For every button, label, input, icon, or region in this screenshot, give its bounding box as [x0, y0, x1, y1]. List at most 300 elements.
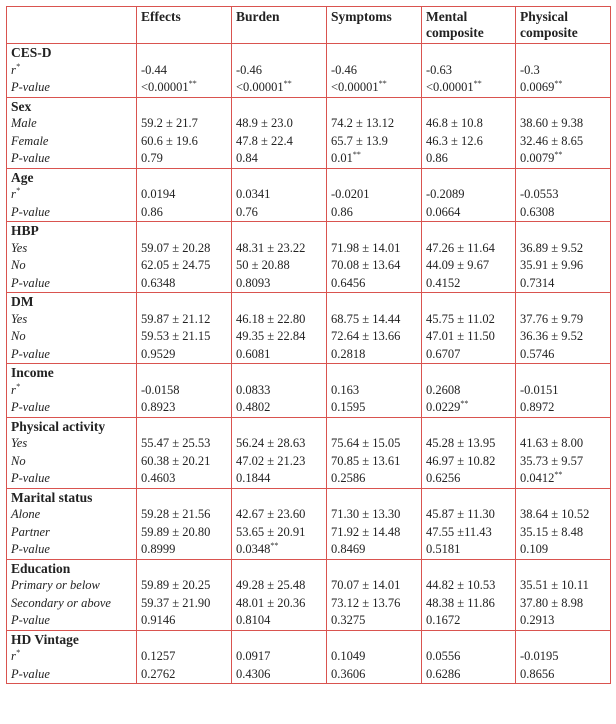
- value-cell: [232, 97, 327, 168]
- cell-value: 0.9146: [141, 613, 176, 627]
- cell-value: 59.53 ± 21.15: [141, 329, 211, 343]
- cell-value: 36.36 ± 9.52: [520, 329, 584, 343]
- cell-value: 0.6256: [426, 471, 461, 485]
- cell-value: 0.01**: [331, 149, 361, 165]
- significance-marker: *: [15, 61, 20, 71]
- row-label: Yes: [11, 436, 28, 450]
- cell-value: 0.0412**: [520, 469, 563, 485]
- cell-value: 0.6707: [426, 346, 461, 361]
- value-cell: [232, 222, 327, 293]
- cell-value: 35.73 ± 9.57: [520, 453, 584, 468]
- cell-value: <0.00001**: [426, 78, 482, 94]
- spacer: [331, 44, 417, 62]
- cell-value: 0.0079**: [520, 149, 563, 165]
- spacer: [520, 560, 606, 578]
- cell-value: 0.163: [331, 382, 360, 397]
- row-label: P-value: [11, 204, 50, 219]
- significance-marker: **: [352, 149, 361, 159]
- row-label: P-value: [11, 666, 50, 681]
- cell-value: 37.76 ± 9.79: [520, 311, 584, 326]
- cell-value: 53.65 ± 20.91: [236, 524, 306, 539]
- cell-value: 49.35 ± 22.84: [236, 329, 306, 343]
- value-cell: [232, 293, 327, 364]
- cell-value: 59.37 ± 21.90: [141, 595, 211, 610]
- header-mental-composite: Mental composite: [422, 7, 516, 44]
- spacer: [236, 418, 322, 436]
- spacer: [426, 631, 511, 649]
- table-row: [7, 488, 611, 559]
- header-symptoms: Symptoms: [327, 7, 422, 44]
- significance-marker: **: [473, 78, 482, 88]
- cell-value: 0.2586: [331, 471, 366, 485]
- row-label: Primary or below: [11, 578, 100, 592]
- spacer: [426, 98, 511, 116]
- group-label-cell: [7, 417, 137, 488]
- cell-value: -0.0151: [520, 382, 559, 397]
- value-cell: [137, 488, 232, 559]
- group-title: Age: [11, 169, 34, 185]
- value-cell: [232, 44, 327, 98]
- table-row: [7, 364, 611, 418]
- cell-value: 0.6348: [141, 275, 176, 290]
- row-label: P-value: [11, 471, 50, 485]
- table-row: [7, 559, 611, 630]
- table-body: [7, 44, 611, 684]
- cell-value: 47.8 ± 22.4: [236, 133, 293, 148]
- value-cell: [137, 222, 232, 293]
- row-label: Yes: [11, 311, 28, 326]
- cell-value: 48.01 ± 20.36: [236, 595, 306, 610]
- cell-value: 0.0341: [236, 187, 271, 201]
- cell-value: 45.28 ± 13.95: [426, 436, 496, 450]
- value-cell: [327, 293, 422, 364]
- cell-value: 72.64 ± 13.66: [331, 329, 401, 343]
- value-cell: [232, 559, 327, 630]
- cell-value: 59.07 ± 20.28: [141, 240, 211, 255]
- value-cell: [232, 417, 327, 488]
- value-cell: [327, 222, 422, 293]
- cell-value: 0.86: [426, 151, 448, 165]
- cell-value: 0.4306: [236, 666, 271, 681]
- cell-value: 47.55 ±11.43: [426, 524, 492, 539]
- cell-value: 0.6456: [331, 275, 366, 290]
- row-label: P-value: [11, 80, 50, 94]
- group-label-cell: [7, 630, 137, 684]
- value-cell: [422, 97, 516, 168]
- cell-value: 0.6308: [520, 204, 555, 219]
- value-cell: [327, 97, 422, 168]
- cell-value: 0.8469: [331, 542, 366, 556]
- value-cell: [327, 417, 422, 488]
- cell-value: 73.12 ± 13.76: [331, 595, 401, 610]
- cell-value: 0.0556: [426, 649, 461, 663]
- spacer: [141, 293, 227, 311]
- cell-value: 0.6286: [426, 666, 461, 681]
- row-label: P-value: [11, 613, 50, 627]
- value-cell: [327, 559, 422, 630]
- cell-value: 60.38 ± 20.21: [141, 453, 211, 468]
- cell-value: 45.75 ± 11.02: [426, 311, 495, 326]
- cell-value: -0.63: [426, 62, 453, 77]
- value-cell: [422, 364, 516, 418]
- spacer: [236, 631, 322, 649]
- value-cell: [137, 293, 232, 364]
- spacer: [331, 631, 417, 649]
- group-label-cell: [7, 364, 137, 418]
- cell-value: 0.0917: [236, 649, 271, 663]
- cell-value: 0.2762: [141, 666, 176, 681]
- cell-value: 59.28 ± 21.56: [141, 507, 211, 521]
- value-cell: [516, 417, 611, 488]
- value-cell: [516, 293, 611, 364]
- value-cell: [516, 97, 611, 168]
- cell-value: 0.86: [331, 204, 353, 219]
- spacer: [236, 364, 322, 382]
- value-cell: [516, 559, 611, 630]
- spacer: [141, 631, 227, 649]
- cell-value: 36.89 ± 9.52: [520, 240, 584, 255]
- cell-value: 56.24 ± 28.63: [236, 436, 306, 450]
- spacer: [331, 222, 417, 240]
- cell-value: <0.00001**: [331, 78, 387, 94]
- row-label: Female: [11, 133, 49, 148]
- group-label-cell: [7, 222, 137, 293]
- cell-value: 37.80 ± 8.98: [520, 595, 584, 610]
- cell-value: -0.0158: [141, 382, 180, 397]
- table-row: [7, 630, 611, 684]
- row-label: r*: [11, 185, 20, 201]
- cell-value: 42.67 ± 23.60: [236, 507, 306, 521]
- value-cell: [137, 559, 232, 630]
- value-cell: [327, 364, 422, 418]
- value-cell: [516, 222, 611, 293]
- row-label: Male: [11, 116, 37, 130]
- row-label: Secondary or above: [11, 595, 111, 610]
- cell-value: 70.07 ± 14.01: [331, 578, 401, 592]
- group-title: Income: [11, 365, 54, 380]
- cell-value: 0.5746: [520, 346, 555, 361]
- cell-value: 47.01 ± 11.50: [426, 329, 495, 343]
- cell-value: 70.85 ± 13.61: [331, 453, 401, 468]
- spacer: [331, 489, 417, 507]
- spacer: [236, 222, 322, 240]
- row-label: Yes: [11, 240, 28, 255]
- significance-marker: **: [188, 78, 197, 88]
- cell-value: 0.2608: [426, 382, 461, 397]
- group-title: HBP: [11, 223, 39, 238]
- spacer: [141, 169, 227, 187]
- group-title: CES-D: [11, 45, 52, 60]
- cell-value: 0.6081: [236, 346, 271, 361]
- cell-value: 38.64 ± 10.52: [520, 507, 590, 521]
- table-row: [7, 97, 611, 168]
- cell-value: -0.44: [141, 62, 168, 77]
- cell-value: 0.0833: [236, 382, 271, 397]
- cell-value: 0.0194: [141, 187, 176, 201]
- group-title: Sex: [11, 98, 32, 114]
- cell-value: 49.28 ± 25.48: [236, 578, 306, 592]
- spacer: [141, 222, 227, 240]
- cell-value: 44.09 ± 9.67: [426, 258, 490, 272]
- value-cell: [327, 44, 422, 98]
- spacer: [520, 631, 606, 649]
- cell-value: 75.64 ± 15.05: [331, 436, 401, 450]
- cell-value: -0.46: [236, 62, 263, 77]
- cell-value: 0.8656: [520, 666, 555, 681]
- cell-value: 0.1844: [236, 471, 271, 485]
- spacer: [520, 98, 606, 116]
- group-title: DM: [11, 294, 34, 309]
- header-burden: Burden: [232, 7, 327, 44]
- cell-value: 44.82 ± 10.53: [426, 578, 496, 592]
- cell-value: 0.2818: [331, 346, 366, 361]
- cell-value: 0.1257: [141, 649, 176, 663]
- significance-marker: **: [554, 149, 563, 159]
- value-cell: [137, 630, 232, 684]
- cell-value: 68.75 ± 14.44: [331, 311, 401, 326]
- cell-value: 0.1672: [426, 613, 461, 627]
- cell-value: 0.0229**: [426, 398, 469, 414]
- spacer: [426, 293, 511, 311]
- value-cell: [137, 97, 232, 168]
- spacer: [236, 169, 322, 187]
- cell-value: 45.87 ± 11.30: [426, 507, 495, 521]
- spacer: [520, 364, 606, 382]
- row-label: P-value: [11, 275, 50, 290]
- row-label: P-value: [11, 151, 50, 165]
- spacer: [331, 293, 417, 311]
- group-label-cell: [7, 488, 137, 559]
- row-label: No: [11, 453, 26, 468]
- cell-value: 0.1595: [331, 400, 366, 414]
- group-title: Marital status: [11, 489, 93, 505]
- spacer: [141, 560, 227, 578]
- cell-value: 0.3275: [331, 613, 366, 627]
- cell-value: 35.51 ± 10.11: [520, 578, 589, 592]
- significance-marker: *: [15, 647, 20, 657]
- significance-marker: **: [554, 469, 563, 479]
- group-label-cell: [7, 97, 137, 168]
- value-cell: [232, 630, 327, 684]
- cell-value: 0.7314: [520, 275, 555, 290]
- significance-marker: *: [15, 185, 20, 195]
- cell-value: 0.8972: [520, 400, 555, 414]
- value-cell: [137, 417, 232, 488]
- spacer: [141, 418, 227, 436]
- cell-value: 62.05 ± 24.75: [141, 258, 211, 272]
- spacer: [426, 222, 511, 240]
- spacer: [426, 44, 511, 62]
- cell-value: 59.2 ± 21.7: [141, 116, 198, 130]
- cell-value: -0.0553: [520, 187, 559, 201]
- cell-value: 59.87 ± 21.12: [141, 311, 211, 326]
- cell-value: 0.4152: [426, 275, 461, 290]
- table-row: [7, 293, 611, 364]
- spacer: [520, 489, 606, 507]
- cell-value: 32.46 ± 8.65: [520, 133, 584, 148]
- cell-value: 0.84: [236, 151, 258, 165]
- value-cell: [422, 630, 516, 684]
- cell-value: 38.60 ± 9.38: [520, 116, 584, 130]
- spacer: [141, 489, 227, 507]
- value-cell: [422, 488, 516, 559]
- table-row: [7, 222, 611, 293]
- group-label-cell: [7, 293, 137, 364]
- group-title: Education: [11, 560, 71, 576]
- cell-value: -0.2089: [426, 187, 465, 201]
- cell-value: 0.4603: [141, 471, 176, 485]
- cell-value: 71.98 ± 14.01: [331, 240, 401, 255]
- spacer: [520, 169, 606, 187]
- significance-marker: **: [460, 398, 469, 408]
- table-row: [7, 44, 611, 98]
- row-label: r*: [11, 61, 20, 77]
- header-blank: [7, 7, 137, 44]
- spacer: [520, 418, 606, 436]
- cell-value: -0.3: [520, 62, 540, 77]
- spacer: [236, 560, 322, 578]
- value-cell: [137, 364, 232, 418]
- row-label: P-value: [11, 400, 50, 414]
- cell-value: 74.2 ± 13.12: [331, 116, 395, 130]
- cell-value: -0.0201: [331, 187, 370, 201]
- value-cell: [422, 293, 516, 364]
- cell-value: 0.8923: [141, 400, 176, 414]
- cell-value: 47.26 ± 11.64: [426, 240, 495, 255]
- cell-value: 65.7 ± 13.9: [331, 133, 388, 148]
- cell-value: 0.0348**: [236, 540, 279, 556]
- header-row: [7, 7, 611, 44]
- cell-value: -0.46: [331, 62, 358, 77]
- header-physical-composite: Physical composite: [516, 7, 611, 44]
- value-cell: [422, 559, 516, 630]
- value-cell: [516, 488, 611, 559]
- spacer: [426, 560, 511, 578]
- value-cell: [327, 488, 422, 559]
- spacer: [141, 44, 227, 62]
- cell-value: 0.8104: [236, 613, 271, 627]
- cell-value: 0.109: [520, 542, 549, 556]
- row-label: P-value: [11, 346, 50, 361]
- spacer: [236, 44, 322, 62]
- value-cell: [516, 168, 611, 222]
- significance-marker: *: [15, 381, 20, 391]
- cell-value: 35.15 ± 8.48: [520, 524, 584, 539]
- row-label: No: [11, 258, 26, 272]
- row-label: r*: [11, 647, 20, 663]
- spacer: [426, 169, 511, 187]
- spacer: [331, 418, 417, 436]
- value-cell: [516, 630, 611, 684]
- significance-marker: **: [283, 78, 292, 88]
- spacer: [141, 98, 227, 116]
- cell-value: 41.63 ± 8.00: [520, 436, 584, 450]
- row-label: No: [11, 329, 26, 343]
- cell-value: <0.00001**: [236, 78, 292, 94]
- spacer: [426, 489, 511, 507]
- cell-value: 59.89 ± 20.25: [141, 578, 211, 592]
- cell-value: 0.0664: [426, 204, 461, 219]
- cell-value: 70.08 ± 13.64: [331, 258, 401, 272]
- cell-value: 48.38 ± 11.86: [426, 595, 495, 610]
- cell-value: 0.86: [141, 204, 163, 219]
- cell-value: 71.30 ± 13.30: [331, 507, 401, 521]
- spacer: [520, 222, 606, 240]
- cell-value: 50 ± 20.88: [236, 258, 290, 272]
- cell-value: 0.79: [141, 151, 163, 165]
- cell-value: 48.31 ± 23.22: [236, 240, 306, 255]
- group-label-cell: [7, 44, 137, 98]
- group-label-cell: [7, 559, 137, 630]
- cell-value: 71.92 ± 14.48: [331, 524, 401, 539]
- cell-value: 55.47 ± 25.53: [141, 436, 211, 450]
- cell-value: 0.3606: [331, 666, 366, 681]
- value-cell: [422, 417, 516, 488]
- row-label: r*: [11, 381, 20, 397]
- cell-value: 59.89 ± 20.80: [141, 524, 211, 539]
- value-cell: [327, 630, 422, 684]
- group-title: HD Vintage: [11, 631, 79, 647]
- cell-value: 0.9529: [141, 346, 176, 361]
- results-table: [6, 6, 611, 684]
- cell-value: 46.18 ± 22.80: [236, 311, 306, 326]
- cell-value: 47.02 ± 21.23: [236, 453, 306, 468]
- spacer: [426, 418, 511, 436]
- row-label: Partner: [11, 524, 50, 539]
- spacer: [236, 293, 322, 311]
- group-label-cell: [7, 168, 137, 222]
- cell-value: 0.76: [236, 204, 258, 219]
- cell-value: 46.3 ± 12.6: [426, 133, 483, 148]
- value-cell: [232, 364, 327, 418]
- row-label: P-value: [11, 542, 50, 556]
- table-row: [7, 417, 611, 488]
- significance-marker: **: [270, 540, 279, 550]
- significance-marker: **: [378, 78, 387, 88]
- cell-value: <0.00001**: [141, 78, 197, 94]
- spacer: [331, 169, 417, 187]
- cell-value: 35.91 ± 9.96: [520, 258, 584, 272]
- cell-value: 0.8999: [141, 542, 176, 556]
- cell-value: 48.9 ± 23.0: [236, 116, 293, 130]
- spacer: [236, 489, 322, 507]
- value-cell: [422, 222, 516, 293]
- cell-value: 60.6 ± 19.6: [141, 133, 198, 148]
- cell-value: -0.0195: [520, 649, 559, 663]
- value-cell: [422, 44, 516, 98]
- spacer: [331, 364, 417, 382]
- cell-value: 46.97 ± 10.82: [426, 453, 496, 468]
- cell-value: 0.4802: [236, 400, 271, 414]
- row-label: Alone: [11, 507, 41, 521]
- spacer: [331, 98, 417, 116]
- value-cell: [137, 168, 232, 222]
- value-cell: [516, 44, 611, 98]
- value-cell: [327, 168, 422, 222]
- group-title: Physical activity: [11, 418, 106, 434]
- spacer: [426, 364, 511, 382]
- table-row: [7, 168, 611, 222]
- value-cell: [232, 168, 327, 222]
- significance-marker: **: [554, 78, 563, 88]
- cell-value: 46.8 ± 10.8: [426, 116, 483, 130]
- spacer: [141, 364, 227, 382]
- spacer: [520, 44, 606, 62]
- value-cell: [137, 44, 232, 98]
- cell-value: 0.8093: [236, 275, 271, 290]
- spacer: [520, 293, 606, 311]
- value-cell: [422, 168, 516, 222]
